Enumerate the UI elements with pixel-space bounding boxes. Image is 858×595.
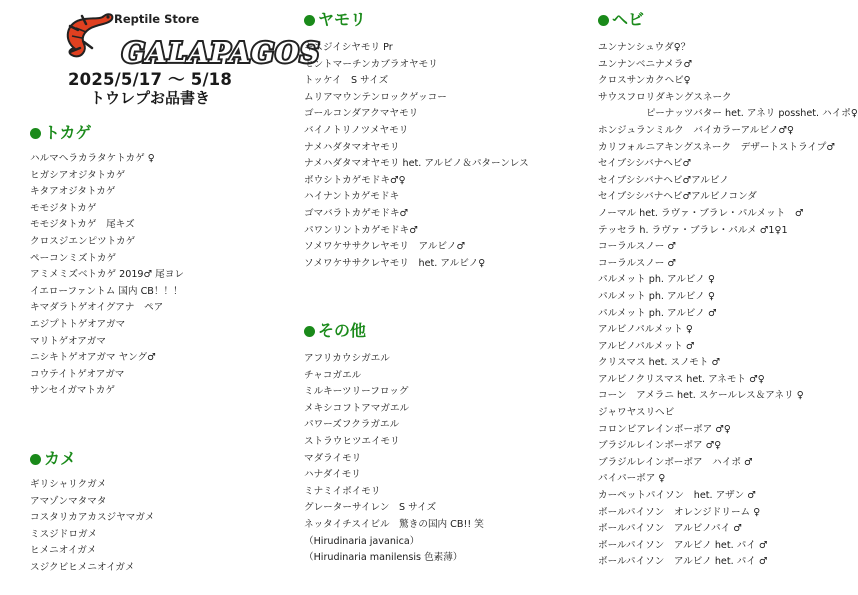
item-list	[304, 40, 529, 272]
list-item: キスジイシヤモリ Pr	[304, 42, 393, 53]
section-title: その他	[318, 321, 367, 340]
list-item: チャコガエル	[304, 369, 362, 381]
list-item: ノーマル het. ラヴァ・ブラレ・パルメット ♂	[598, 207, 804, 219]
list-item: ホンジュランミルク バイカラーアルビノ♂♀	[598, 124, 795, 136]
list-item: キタアオジタトカゲ	[30, 186, 116, 198]
list-item: パルメット ph. アルビノ ♀	[598, 290, 715, 302]
list-item: グレーターサイレン S サイズ	[304, 502, 437, 514]
section-lizards	[30, 122, 184, 400]
section-heading	[30, 448, 155, 470]
item-list	[30, 151, 184, 400]
section-heading	[304, 320, 484, 342]
section-heading	[304, 9, 529, 31]
svg-text:GALAPAGOS: GALAPAGOS	[122, 38, 321, 69]
list-item: アルビノクリスマス het. アネモト ♂♀	[598, 373, 765, 385]
list-item: ナメハダタマオヤモリ het. アルビノ＆パターンレス	[304, 158, 529, 170]
list-item: ピーナッツバター het. アネリ posshet. ハイポ♀	[646, 108, 858, 120]
list-item: ストラウヒツエイモリ	[304, 435, 400, 447]
list-item: マダライモリ	[304, 452, 362, 464]
list-item: ハナダイモリ	[304, 469, 361, 481]
store-label: Reptile Store	[114, 12, 200, 26]
list-item: コウテイトゲオアガマ	[30, 368, 125, 380]
list-item: ジャワヤスリヘビ	[598, 407, 675, 419]
list-item: ゴールコンダアクマヤモリ	[304, 108, 419, 120]
list-item: クロスジエンピツトカゲ	[30, 235, 136, 247]
event-dates: 2025/5/17 ～ 5/18	[67, 70, 233, 89]
list-item: ソメワケササクレヤモリ アルビノ♂	[304, 241, 466, 253]
list-item: コーラルスノー ♂	[598, 241, 676, 253]
list-item: ユンナンベニナメラ♂	[598, 58, 693, 70]
list-item: スジクビヒメニオイガメ	[30, 561, 135, 573]
list-item: ゴマバラトカゲモドキ♂	[304, 207, 409, 219]
section-others	[304, 320, 484, 567]
event-info	[30, 70, 270, 108]
list-item: ムリアマウンテンロックゲッコー	[304, 91, 447, 103]
list-item: アフリカウシガエル	[304, 353, 390, 364]
list-item: モモジタトカゲ	[30, 202, 97, 214]
list-item: パルメット ph. アルビノ ♀	[598, 274, 715, 286]
list-item: ボールパイソン オレンジドリーム ♀	[598, 506, 761, 518]
bullet-dot-icon	[30, 128, 41, 139]
section-title: トカゲ	[44, 123, 92, 142]
section-title: ヤモリ	[318, 10, 367, 29]
list-item: ネッタイチスイビル 驚きの国内 CB!! 笑	[304, 518, 484, 530]
section-title: カメ	[44, 449, 77, 468]
list-item: アミメミズベトカゲ 2019♂ 尾ヨレ	[30, 269, 184, 281]
list-item: アマゾンマタマタ	[30, 495, 107, 507]
list-item: トッケイ S サイズ	[304, 75, 389, 87]
list-item: パルメット ph. アルビノ ♂	[598, 307, 717, 319]
list-item: ニシキトゲオアガマ ヤング♂	[30, 352, 156, 364]
section-heading	[30, 122, 184, 144]
section-heading	[598, 9, 858, 31]
store-logo	[56, 8, 321, 70]
list-item: パワンリントカゲモドキ♂	[304, 224, 418, 236]
list-item: クロスサンカクヘビ♀	[598, 75, 691, 87]
list-item: サンセイガマトカゲ	[30, 385, 115, 397]
list-item: ミルキーツリーフロッグ	[304, 386, 409, 398]
list-item: ボールパイソン アルビノパイ ♂	[598, 523, 742, 535]
section-turtles	[30, 448, 155, 577]
list-item: セントマーチンカブラオヤモリ	[304, 58, 438, 70]
list-item: サウスフロリダキングスネーク	[598, 91, 732, 103]
list-item: ハルマヘラカラタケトカゲ ♀	[30, 153, 155, 164]
list-item: バイノトリノツメヤモリ	[304, 124, 409, 136]
list-item: コーン アメラニ het. スケールレス＆アネリ ♀	[598, 390, 804, 402]
list-item: ボールパイソン アルビノ het. パイ ♂	[598, 556, 768, 568]
list-item: ミナミイボイモリ	[304, 485, 381, 497]
list-item: ギリシャリクガメ	[30, 479, 107, 490]
section-geckos	[304, 9, 529, 272]
item-list	[30, 477, 155, 577]
list-item: イエローファントム 国内 CB！！！	[30, 285, 183, 297]
list-item: （Hirudinaria javanica）	[304, 535, 420, 547]
list-item: モモジタトカゲ 尾キズ	[30, 219, 135, 231]
list-item: ペーコンミズトカゲ	[30, 252, 117, 264]
list-item: ボウシトカゲモドキ♂♀	[304, 174, 406, 186]
list-item: コロンビアレインボーボア ♂♀	[598, 423, 731, 435]
list-item: パイパーボア ♀	[598, 473, 666, 485]
list-item: ヒガシアオジタトカゲ	[30, 169, 126, 181]
list-item: ブラジルレインボーボア ハイポ ♂	[598, 456, 753, 468]
event-subtitle: トウレプお品書き	[89, 89, 210, 107]
bullet-dot-icon	[304, 326, 315, 337]
list-item: カリフォルニアキングスネーク デザートストライプ♂	[598, 141, 835, 153]
list-item: コーラルスノー ♂	[598, 257, 676, 269]
item-list	[598, 40, 858, 571]
list-item: ソメワケササクレヤモリ het. アルビノ♀	[304, 257, 486, 269]
list-item: ナメハダタマオヤモリ	[304, 141, 400, 153]
list-item: セイブシシバナヘビ♂	[598, 158, 692, 170]
list-item: ユンナンシュウダ♀？	[598, 42, 691, 53]
list-item: ヒメニオイガメ	[30, 545, 97, 557]
list-item: アルビノパルメット ♂	[598, 340, 695, 352]
list-item: ブラジルレインボーボア ♂♀	[598, 440, 722, 452]
bullet-dot-icon	[598, 15, 609, 26]
list-item: （Hirudinaria manilensis 色素薄）	[304, 552, 463, 564]
list-item: ミスジドロガメ	[30, 528, 98, 540]
bullet-dot-icon	[304, 15, 315, 26]
section-snakes	[598, 9, 858, 571]
list-item: アルビノパルメット ♀	[598, 324, 693, 336]
list-item: セイブシシバナヘビ♂アルビノ	[598, 174, 729, 186]
list-item: エジプトトゲオアガマ	[30, 318, 126, 330]
list-item: マリトゲオアガマ	[30, 335, 106, 347]
bullet-dot-icon	[30, 454, 41, 465]
list-item: テッセラ h. ラヴァ・ブラレ・パルメ ♂1♀1	[598, 224, 788, 236]
list-item: パワーズフクラガエル	[304, 419, 400, 431]
list-item: コスタリカアカスジヤマガメ	[30, 512, 155, 524]
section-title: ヘビ	[612, 10, 645, 29]
list-item: キマダラトゲオイグアナ ペア	[30, 302, 164, 314]
list-item: セイブシシバナヘビ♂アルビノコンダ	[598, 191, 757, 203]
list-item: メキシコフトアマガエル	[304, 402, 410, 414]
list-item: クリスマス het. スノモト ♂	[598, 357, 721, 369]
item-list	[304, 351, 484, 567]
list-item: ハイナントカゲモドキ	[304, 191, 400, 203]
list-item: ボールパイソン アルビノ het. パイ ♂	[598, 539, 768, 551]
list-item: カーペットパイソン het. アザン ♂	[598, 490, 756, 502]
